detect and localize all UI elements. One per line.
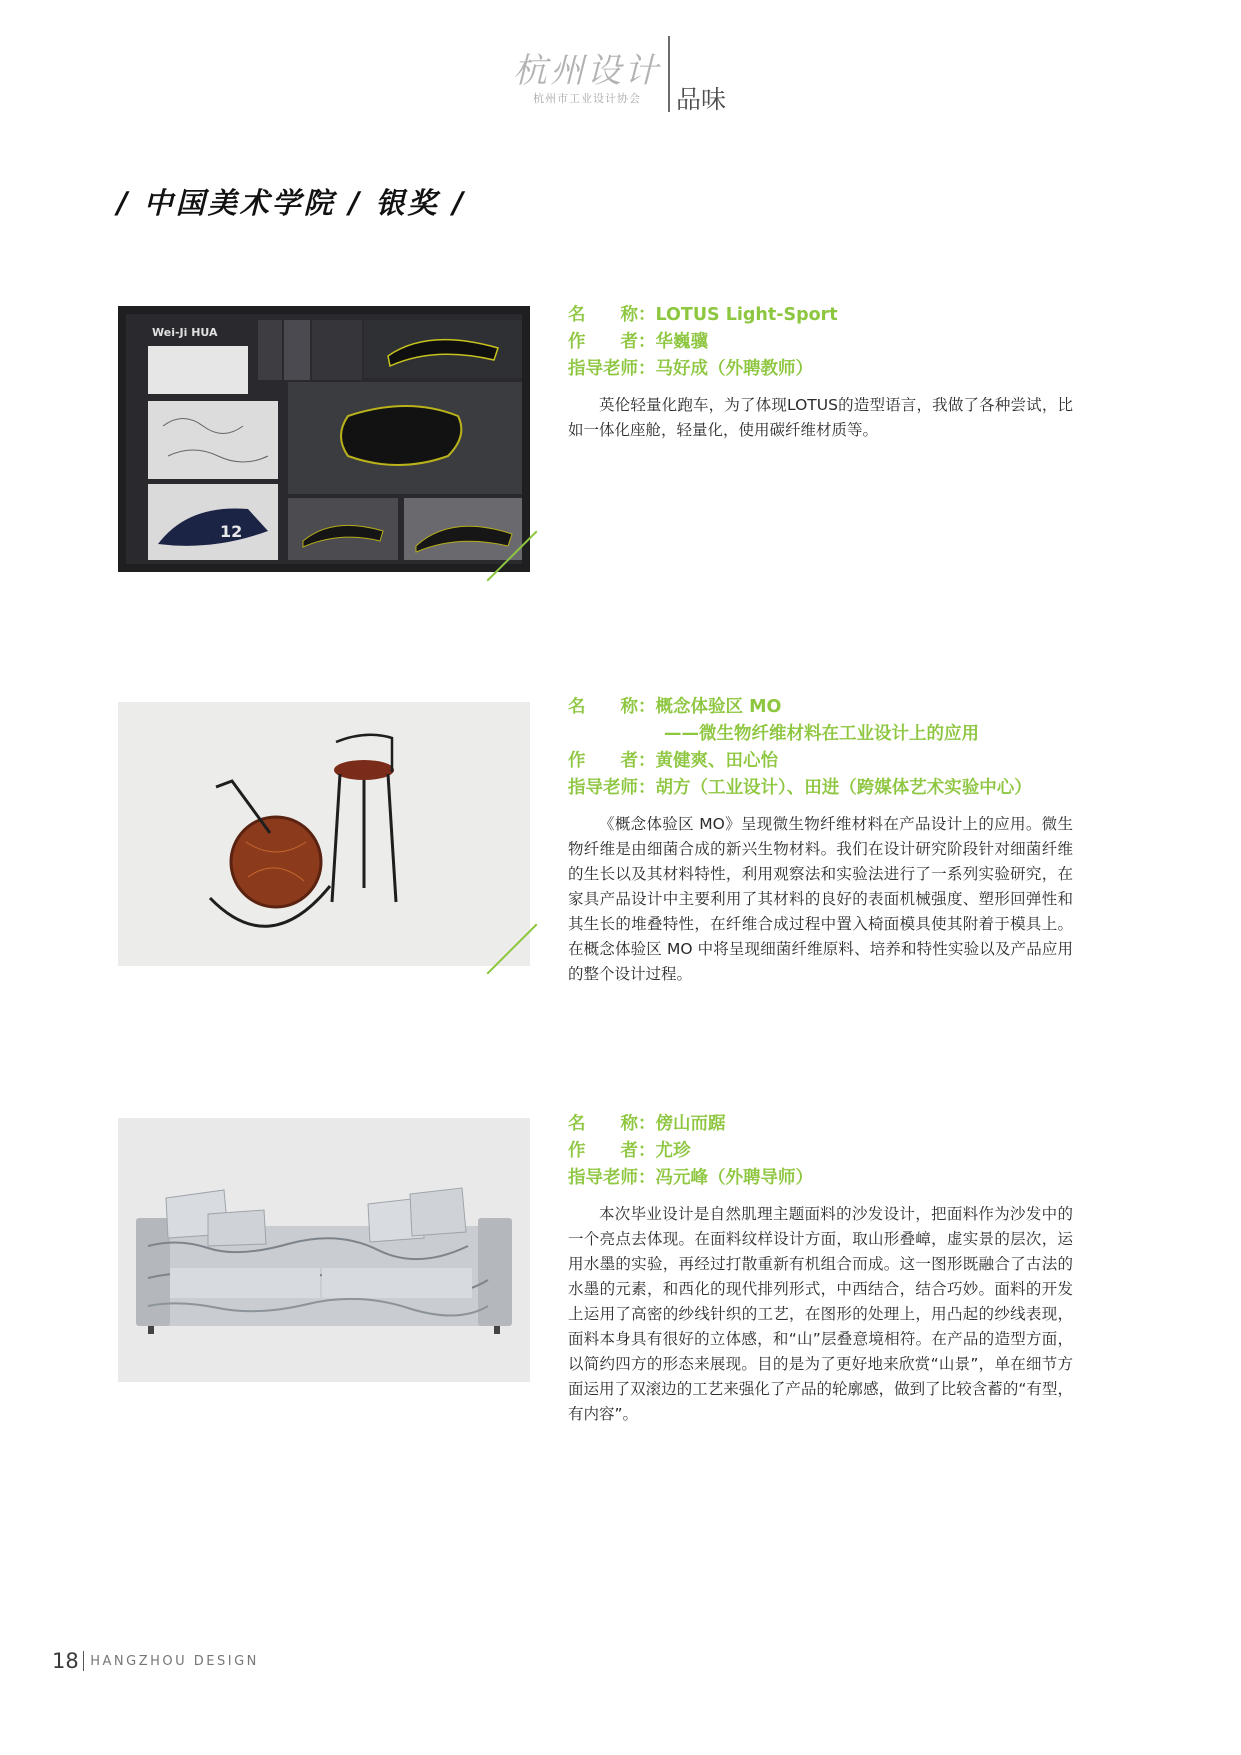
entry-3-photo <box>118 1118 530 1382</box>
entry-3-info <box>568 1111 1073 1427</box>
entry-3-author: 作 者：尤珍 <box>568 1141 691 1161</box>
brand-logo <box>510 50 664 106</box>
masthead <box>500 36 760 116</box>
association-name: 杭州市工业设计协会 <box>533 92 641 105</box>
car-number: 12 <box>220 522 243 541</box>
entry-2-subtitle: ——微生物纤维材料在工业设计上的应用 <box>664 724 979 744</box>
entry-2-author: 作 者：黄健爽、田心怡 <box>568 751 778 771</box>
logo-calligraphy: 杭州设计 <box>513 51 661 91</box>
poster-author-name: Wei-Ji HUA <box>152 326 218 339</box>
entry-1-advisor: 指导老师：马好成（外聘教师） <box>568 359 813 379</box>
entry-1-author: 作 者：华巍骥 <box>568 332 708 352</box>
entry-2-advisor: 指导老师：胡方（工业设计）、田进（跨媒体艺术实验中心） <box>568 778 1032 798</box>
entry-2-description: 《概念体验区 MO》呈现微生物纤维材料在产品设计上的应用。微生物纤维是由细菌合成的新兴生物材料。我们在设计研究阶段针对细菌纤维的生长以及其材料特性，利用观察法和实验法进行了一系列实验研究，在家具产品设计中主要利用了其材料的良好的表面机械强度、塑形回弹性和其生长的堆叠特性，在纤维合成过程中置入椅面模具使其附着于模具上。在概念体验区 MO 中将呈现细菌纤维原料、培养和特性实验以及产品应用的整个设计过程。 <box>568 815 1073 983</box>
entry-3-advisor: 指导老师：冯元峰（外聘导师） <box>568 1168 813 1188</box>
footer-brand: HANGZHOU DESIGN <box>90 1653 259 1669</box>
entry-2-name: 名 称：概念体验区 MO <box>568 697 782 717</box>
entry-1-photo <box>118 306 530 572</box>
entry-1-name: 名 称：LOTUS Light-Sport <box>568 305 838 325</box>
entry-3-name: 名 称：傍山而踞 <box>568 1114 726 1134</box>
masthead-divider <box>668 36 670 112</box>
page-footer <box>52 1649 259 1673</box>
sofa-photo <box>118 1118 530 1382</box>
entry-2-photo <box>118 702 530 966</box>
entry-2-info <box>568 694 1073 987</box>
section-title: 品味 <box>676 85 727 114</box>
entry-3-description: 本次毕业设计是自然肌理主题面料的沙发设计，把面料作为沙发中的一个亮点去体现。在面料纹样设计方面，取山形叠嶂，虚实景的层次，运用水墨的实验，再经过打散重新有机组合而成。这一图形既融合了古法的水墨的元素，和西化的现代排列形式，中西结合，结合巧妙。面料的开发上运用了高密的纱线针织的工艺，在图形的处理上，用凸起的纱线表现，面料本身具有很好的立体感，和“山”层叠意境相符。在产品的造型方面，以简约四方的形态来展现。目的是为了更好地来欣赏“山景”，单在细节方面运用了双滚边的工艺来强化了产品的轮廓感，做到了比较含蓄的“有型，有内容”。 <box>568 1205 1073 1423</box>
poster-image <box>118 306 530 572</box>
page-number: 18 <box>52 1649 79 1673</box>
stool-photo <box>118 702 530 966</box>
entry-1-description: 英伦轻量化跑车，为了体现LOTUS的造型语言，我做了各种尝试，比如一体化座舱，轻量化，使用碳纤维材质等。 <box>568 396 1073 439</box>
entry-1-info <box>568 302 1073 443</box>
award-heading: / 中国美术学院 / 银奖 / <box>117 186 467 220</box>
footer-divider <box>83 1651 85 1671</box>
